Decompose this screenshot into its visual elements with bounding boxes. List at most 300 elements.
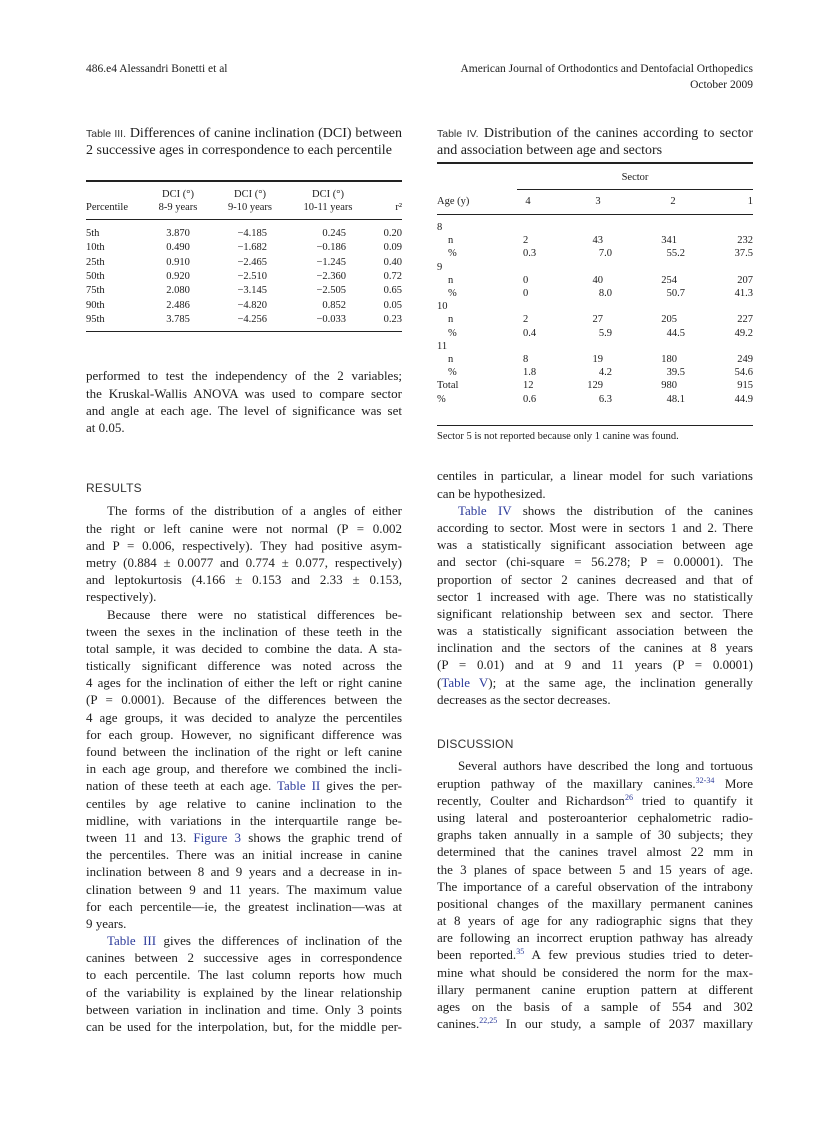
table-cell: 39.5 — [666, 367, 685, 379]
table-row — [86, 284, 402, 298]
text-line — [86, 606, 402, 623]
cross-reference-link[interactable]: Table III — [107, 933, 157, 949]
table-cell: 0.245 — [322, 228, 346, 239]
sector-header: Sector — [621, 172, 649, 183]
text-run: 9 years. — [86, 915, 127, 931]
text-run: at 8 years of age for any radiographic signs that they — [437, 913, 753, 929]
table-row — [437, 366, 753, 380]
row-label: 5th — [86, 228, 100, 239]
text-line — [437, 553, 753, 570]
text-line — [437, 792, 753, 809]
text-run: significant relationship between sex and sector. There — [437, 605, 753, 621]
text-run: in each age group, and therefore we combined the incli- — [86, 761, 402, 777]
table-cell: 8.0 — [598, 288, 612, 299]
text-run: respectively). — [86, 589, 157, 605]
text-line — [437, 895, 753, 912]
text-run: (P = 0.01) and at 9 and 11 years (P = 0.0001) — [437, 657, 753, 673]
row-label: n — [448, 354, 454, 365]
text-run: shows the distribution of the canines — [511, 502, 754, 518]
text-run: was a statistically significant association between the — [437, 623, 753, 639]
table-cell: 49.2 — [734, 327, 753, 339]
row-label: % — [448, 327, 457, 339]
running-header-journal: American Journal of Orthodontics and Dentofacial Orthopedics — [460, 63, 753, 75]
body-left-top — [86, 367, 402, 436]
table-cell: 341 — [661, 235, 677, 247]
table-cell: −4.820 — [237, 299, 267, 311]
running-header-left: 486.e4 Alessandri Bonetti et al — [86, 63, 228, 75]
text-line — [437, 946, 753, 963]
paragraph — [86, 932, 402, 1035]
table-3-top-rule — [86, 180, 402, 182]
cross-reference-link[interactable]: Table V — [441, 674, 489, 690]
cross-reference-link[interactable]: Table II — [276, 778, 321, 794]
table-cell: 1.8 — [523, 367, 537, 379]
table-cell: 8 — [523, 354, 529, 365]
row-label: 10 — [437, 301, 448, 313]
text-line — [86, 932, 402, 949]
text-line — [86, 709, 402, 726]
column-header: 10-11 years — [303, 202, 353, 213]
row-label: n — [448, 235, 454, 247]
text-run: inclination and the sectors of the canines at 8 years — [437, 640, 753, 656]
table-3-caption — [86, 126, 402, 159]
text-run: The importance of a careful observation of the intrabony — [437, 878, 753, 894]
text-line — [86, 588, 402, 605]
text-line — [86, 520, 402, 537]
text-line — [437, 502, 753, 519]
text-line — [86, 691, 402, 708]
text-line — [437, 861, 753, 878]
text-line — [86, 966, 402, 983]
table-row — [437, 313, 753, 327]
citation-superscript[interactable]: 32-34 — [695, 775, 715, 785]
cross-reference-link[interactable]: Table IV — [458, 502, 512, 518]
text-run: found between the inclination of the right or left canine — [86, 744, 402, 760]
text-run: and leptokurtosis (4.166 ± 0.153 and 2.33 ± 0.153, — [86, 572, 402, 588]
text-run: and sector (chi-square = 56.278; P = 0.00001). The — [437, 554, 753, 570]
table-cell: 205 — [661, 314, 677, 326]
column-header: 3 — [595, 196, 601, 207]
text-run: nation of these teeth at each age. — [86, 778, 277, 794]
table-cell: −0.033 — [316, 313, 346, 325]
row-label: 75th — [86, 285, 105, 297]
text-run: 4 ages for the inclination of either the left or right canine — [86, 675, 402, 691]
text-run: clination between 9 and 11 years. The maximum value — [86, 881, 402, 897]
discussion-heading: DISCUSSION — [437, 737, 514, 751]
citation-superscript[interactable]: 26 — [624, 792, 633, 802]
table-row — [437, 221, 753, 235]
text-run: 4 age groups, it was decided to analyze the percentiles — [86, 709, 402, 725]
table-cell: 55.2 — [666, 248, 685, 260]
text-run: for each group. However, no significant difference was — [86, 726, 402, 742]
text-run: determined that the canines travel almost 22 mm in — [437, 844, 753, 860]
column-header: 2 — [670, 196, 676, 207]
table-cell: 0.05 — [383, 299, 402, 311]
text-line — [437, 467, 753, 484]
text-line — [437, 912, 753, 929]
text-run: In our study, a sample of 2037 maxillary — [497, 1016, 753, 1032]
text-line — [86, 829, 402, 846]
column-header: r² — [395, 202, 402, 213]
table-cell: 254 — [661, 274, 677, 286]
results-heading: RESULTS — [86, 481, 142, 495]
text-line — [437, 981, 753, 998]
text-run: can be hypothesized. — [437, 485, 546, 501]
row-label: 90th — [86, 299, 105, 311]
text-line — [86, 760, 402, 777]
table-cell: 180 — [661, 354, 677, 365]
text-line — [86, 846, 402, 863]
row-label: n — [448, 274, 454, 286]
paragraph — [437, 467, 753, 501]
table-row — [86, 241, 402, 255]
table-cell: 227 — [737, 314, 753, 326]
table-cell: 41.3 — [734, 288, 753, 299]
column-header: 1 — [747, 196, 753, 207]
row-label: 95th — [86, 313, 105, 325]
citation-superscript[interactable]: 35 — [516, 947, 525, 957]
table-cell: 0.490 — [166, 242, 190, 254]
table-row — [437, 234, 753, 248]
text-run: Several authors have described the long and tortuous — [458, 758, 753, 774]
table-cell: 0.4 — [523, 327, 537, 339]
table-4-header-rule — [437, 214, 753, 215]
table-cell: −4.256 — [237, 313, 267, 325]
text-run: centiles in particular, a linear model for such variations — [437, 468, 753, 484]
paragraph — [437, 757, 753, 1032]
table-4-header — [437, 195, 753, 209]
text-line — [437, 536, 753, 553]
table-cell: 232 — [737, 235, 753, 247]
text-line — [437, 605, 753, 622]
table-cell: −1.682 — [237, 242, 267, 254]
paragraph — [437, 502, 753, 708]
text-line — [86, 674, 402, 691]
text-run: was a statistically significant association between age — [437, 537, 753, 553]
table-cell: 37.5 — [734, 248, 753, 260]
text-line — [437, 809, 753, 826]
text-line — [437, 656, 753, 673]
table-cell: 0.23 — [383, 313, 402, 325]
table-cell: 2.080 — [166, 285, 190, 297]
text-run: proportion of sector 2 canines decreased and that of — [437, 571, 753, 587]
text-line — [86, 1018, 402, 1035]
text-line — [86, 795, 402, 812]
text-run: The forms of the distribution of a angles of either — [107, 503, 402, 519]
table-cell: 43 — [592, 235, 603, 247]
table-cell: 48.1 — [666, 393, 685, 405]
text-run: the right or left canine were not normal (P = 0.002 — [86, 520, 402, 536]
table-cell: 2 — [523, 235, 529, 247]
table-cell: 5.9 — [598, 327, 612, 339]
text-run: can be used for the interpolation, but, for the middle per- — [86, 1019, 402, 1035]
text-run: More — [714, 775, 753, 791]
table-3-header-bottom — [86, 201, 402, 215]
text-run: tween 11 and 13. — [86, 829, 194, 845]
row-label: n — [448, 314, 454, 326]
text-line — [86, 385, 402, 402]
text-line — [437, 998, 753, 1015]
text-line — [437, 571, 753, 588]
text-line — [437, 843, 753, 860]
table-cell: 915 — [737, 380, 753, 392]
text-run: tistically significant difference was noted across the — [86, 658, 402, 674]
row-label: % — [437, 393, 446, 405]
text-run: been reported. — [437, 947, 517, 963]
text-line — [437, 878, 753, 895]
table-cell: 0.3 — [523, 248, 537, 260]
text-line — [437, 826, 753, 843]
text-line — [437, 674, 753, 691]
text-line — [86, 777, 402, 794]
table-cell: 19 — [592, 354, 603, 365]
text-line — [86, 367, 402, 384]
text-run: according to sector. Most were in sectors 1 and 2. There — [437, 519, 753, 535]
table-cell: 129 — [587, 380, 603, 392]
text-run: decreases as the sector decreases. — [437, 691, 611, 707]
paragraph — [86, 367, 402, 436]
table-cell: 0.910 — [166, 256, 190, 268]
row-label: 25th — [86, 256, 105, 268]
text-run: are following an incorrect eruption pathway has already — [437, 930, 753, 946]
table-cell: 4.2 — [598, 367, 612, 379]
table-row — [437, 300, 753, 314]
text-run: gives the per- — [320, 778, 402, 794]
text-line — [86, 623, 402, 640]
table-cell: −2.465 — [237, 256, 267, 268]
row-label: % — [448, 288, 457, 299]
text-run: the 3 planes of space between 5 and 15 years of age. — [437, 861, 753, 877]
text-line — [86, 657, 402, 674]
text-run: graphs taken annually in a sample of 30 subjects; they — [437, 827, 753, 843]
text-line — [86, 949, 402, 966]
table-cell: −0.186 — [316, 242, 346, 254]
text-run: and P = 0.006, respectively). They had positive asym- — [86, 537, 402, 553]
text-run: (P = 0.0001). Because of the differences between the — [86, 692, 402, 708]
table-4-caption — [437, 126, 753, 159]
text-line — [86, 640, 402, 657]
citation-superscript[interactable]: 22,25 — [479, 1016, 498, 1026]
text-line — [437, 929, 753, 946]
text-line — [86, 898, 402, 915]
paragraph — [86, 502, 402, 605]
text-run: gives the differences of inclination of the — [156, 933, 402, 949]
table-3-bottom-rule — [86, 331, 402, 332]
table-cell: 2 — [523, 314, 529, 326]
table-3 — [86, 126, 403, 325]
table-cell: 3.870 — [166, 228, 190, 239]
text-line — [86, 812, 402, 829]
row-label: 11 — [437, 340, 448, 352]
text-line — [86, 419, 402, 436]
column-header: Age (y) — [437, 196, 470, 207]
text-run: at 0.05. — [86, 419, 125, 435]
table-row — [437, 261, 753, 275]
text-line — [86, 881, 402, 898]
table-row — [437, 247, 753, 261]
text-run: sector 1 increased with age. There was no statistically — [437, 588, 753, 604]
column-header: Percentile — [86, 202, 128, 213]
table-row — [437, 379, 753, 393]
text-run: midline, with variations in the interquartile range be- — [86, 812, 402, 828]
text-line — [86, 863, 402, 880]
table-cell: 2.486 — [166, 299, 190, 311]
column-header: DCI (°) — [312, 189, 344, 200]
text-run: eruption pathway of the maxillary canines. — [437, 775, 696, 791]
table-row — [437, 340, 753, 354]
text-run: illary permanent canine eruption pattern at different — [437, 981, 753, 997]
table-cell: 3.785 — [166, 313, 190, 325]
table-row — [437, 327, 753, 341]
text-line — [437, 1015, 753, 1032]
table-cell: 0 — [523, 288, 529, 299]
text-line — [86, 984, 402, 1001]
column-header: DCI (°) — [234, 189, 266, 200]
table-cell: 0.6 — [523, 393, 537, 405]
table-4 — [437, 126, 753, 442]
table-cell: 0.20 — [383, 228, 402, 239]
text-run: total sample, it was decided to combine the data. A sta- — [86, 640, 402, 656]
text-run: ); at the same age, the inclination generally — [488, 674, 753, 690]
paragraph — [86, 606, 402, 933]
text-line — [86, 402, 402, 419]
discussion-section — [437, 757, 753, 1032]
table-cell: −2.510 — [237, 270, 267, 282]
table-cell: 980 — [661, 380, 677, 392]
text-run: A few previous studies tried to deter- — [524, 947, 754, 963]
column-header: 4 — [525, 196, 531, 207]
text-line — [86, 537, 402, 554]
table-cell: −4.185 — [237, 228, 267, 239]
results-section — [86, 502, 402, 1035]
table-cell: 27 — [592, 314, 603, 326]
text-run: recently, Coulter and Richardson — [437, 792, 625, 808]
text-line — [437, 691, 753, 708]
table-4-bottom-rule — [437, 425, 753, 426]
text-line — [86, 1001, 402, 1018]
table-3-header-rule — [86, 219, 402, 220]
text-line — [437, 639, 753, 656]
table-4-group-header — [437, 171, 753, 185]
table-cell: 0.920 — [166, 270, 190, 282]
table-cell: 7.0 — [598, 248, 612, 260]
text-run: the percentiles. There was an initial increase in canine — [86, 847, 402, 863]
text-run: centiles by age relative to canine inclination to the — [86, 795, 402, 811]
text-line — [86, 554, 402, 571]
body-right-top — [437, 467, 753, 708]
table-row — [437, 393, 753, 407]
table-row — [86, 313, 402, 327]
row-label: 9 — [437, 261, 443, 273]
running-header-date: October 2009 — [690, 79, 753, 91]
table-cell: 0.09 — [383, 242, 402, 254]
text-run: the Kruskal-Wallis ANOVA was used to compare sector — [86, 385, 402, 401]
text-run: shows the graphic trend of — [241, 829, 402, 845]
row-label: % — [448, 367, 457, 379]
row-label: 8 — [437, 222, 443, 233]
table-4-sector-rule — [517, 189, 753, 190]
table-cell: 50.7 — [666, 288, 685, 299]
table-cell: 6.3 — [598, 393, 612, 405]
text-run: and angle at each age. The level of significance was set — [86, 402, 402, 418]
table-row — [86, 256, 402, 270]
table-cell: −2.505 — [316, 285, 346, 297]
table-cell: 44.5 — [666, 327, 685, 339]
table-cell: 0.72 — [383, 270, 402, 282]
text-run: between variation in inclination and time. Only 3 points — [86, 1001, 402, 1017]
table-4-top-rule — [437, 162, 753, 164]
text-run: metry (0.884 ± 0.0077 and 0.774 ± 0.077, respectively) — [86, 554, 402, 570]
table-3-header-top — [86, 188, 402, 202]
text-run: for each percentile—ie, the greatest inclination—was at — [86, 898, 402, 914]
table-cell: 249 — [737, 354, 753, 365]
text-line — [86, 571, 402, 588]
table-cell: −1.245 — [316, 256, 346, 268]
text-run: tried to quantify it — [632, 792, 753, 808]
text-line — [86, 726, 402, 743]
text-run: tween the sexes in the inclination of these teeth in the — [86, 623, 402, 639]
table-cell: 0.40 — [383, 256, 402, 268]
text-line — [437, 485, 753, 502]
row-label: 50th — [86, 270, 105, 282]
text-run: canines. — [437, 1016, 480, 1032]
table-cell: 0 — [523, 274, 529, 286]
text-run: ( — [437, 674, 442, 690]
table-row — [86, 299, 402, 313]
table-row — [437, 353, 753, 367]
table-cell: 207 — [737, 274, 753, 286]
table-cell: 54.6 — [734, 367, 753, 379]
text-run: of the variability is explained by the linear relationship — [86, 984, 402, 1000]
table-row — [437, 287, 753, 301]
text-line — [86, 502, 402, 519]
table-3-label: Table III. — [86, 128, 126, 140]
column-header: 8-9 years — [158, 202, 198, 213]
text-line — [86, 915, 402, 932]
column-header: 9-10 years — [227, 202, 273, 213]
text-line — [437, 964, 753, 981]
text-line — [86, 743, 402, 760]
row-label: 10th — [86, 242, 105, 254]
table-3-caption-text: Differences of canine inclination (DCI) between 2 successive ages in correspondence to each percentile — [86, 126, 403, 158]
table-cell: 12 — [523, 380, 534, 392]
column-header: DCI (°) — [162, 189, 194, 200]
table-4-footnote: Sector 5 is not reported because only 1 canine was found. — [437, 431, 679, 442]
text-run: canines between 2 successive ages in correspondence — [86, 950, 402, 966]
row-label: % — [448, 248, 457, 260]
table-cell: 44.9 — [734, 393, 753, 405]
table-cell: 40 — [592, 274, 603, 286]
table-4-caption-text: Distribution of the canines according to sector and association between age and sectors — [437, 126, 753, 158]
table-cell: −2.360 — [316, 270, 346, 282]
table-cell: 0.852 — [322, 299, 346, 311]
text-run: positional changes of the maxillary permanent canines — [437, 895, 753, 911]
table-4-label: Table IV. — [437, 128, 479, 140]
text-line — [437, 757, 753, 774]
table-row — [437, 274, 753, 288]
text-line — [437, 588, 753, 605]
text-run: Because there were no statistical differences be- — [107, 606, 402, 622]
text-run: inclination between 8 and 9 years and a decrease in in- — [86, 864, 402, 880]
text-line — [437, 622, 753, 639]
text-line — [437, 775, 753, 792]
text-run: ages on the basis of a sample of 554 and 302 — [437, 999, 753, 1015]
table-cell: 0.65 — [383, 285, 402, 297]
table-cell: −3.145 — [237, 285, 267, 297]
text-run: to each percentile. The last column reports how much — [86, 967, 402, 983]
cross-reference-link[interactable]: Figure 3 — [193, 829, 242, 845]
row-label: Total — [437, 380, 459, 392]
